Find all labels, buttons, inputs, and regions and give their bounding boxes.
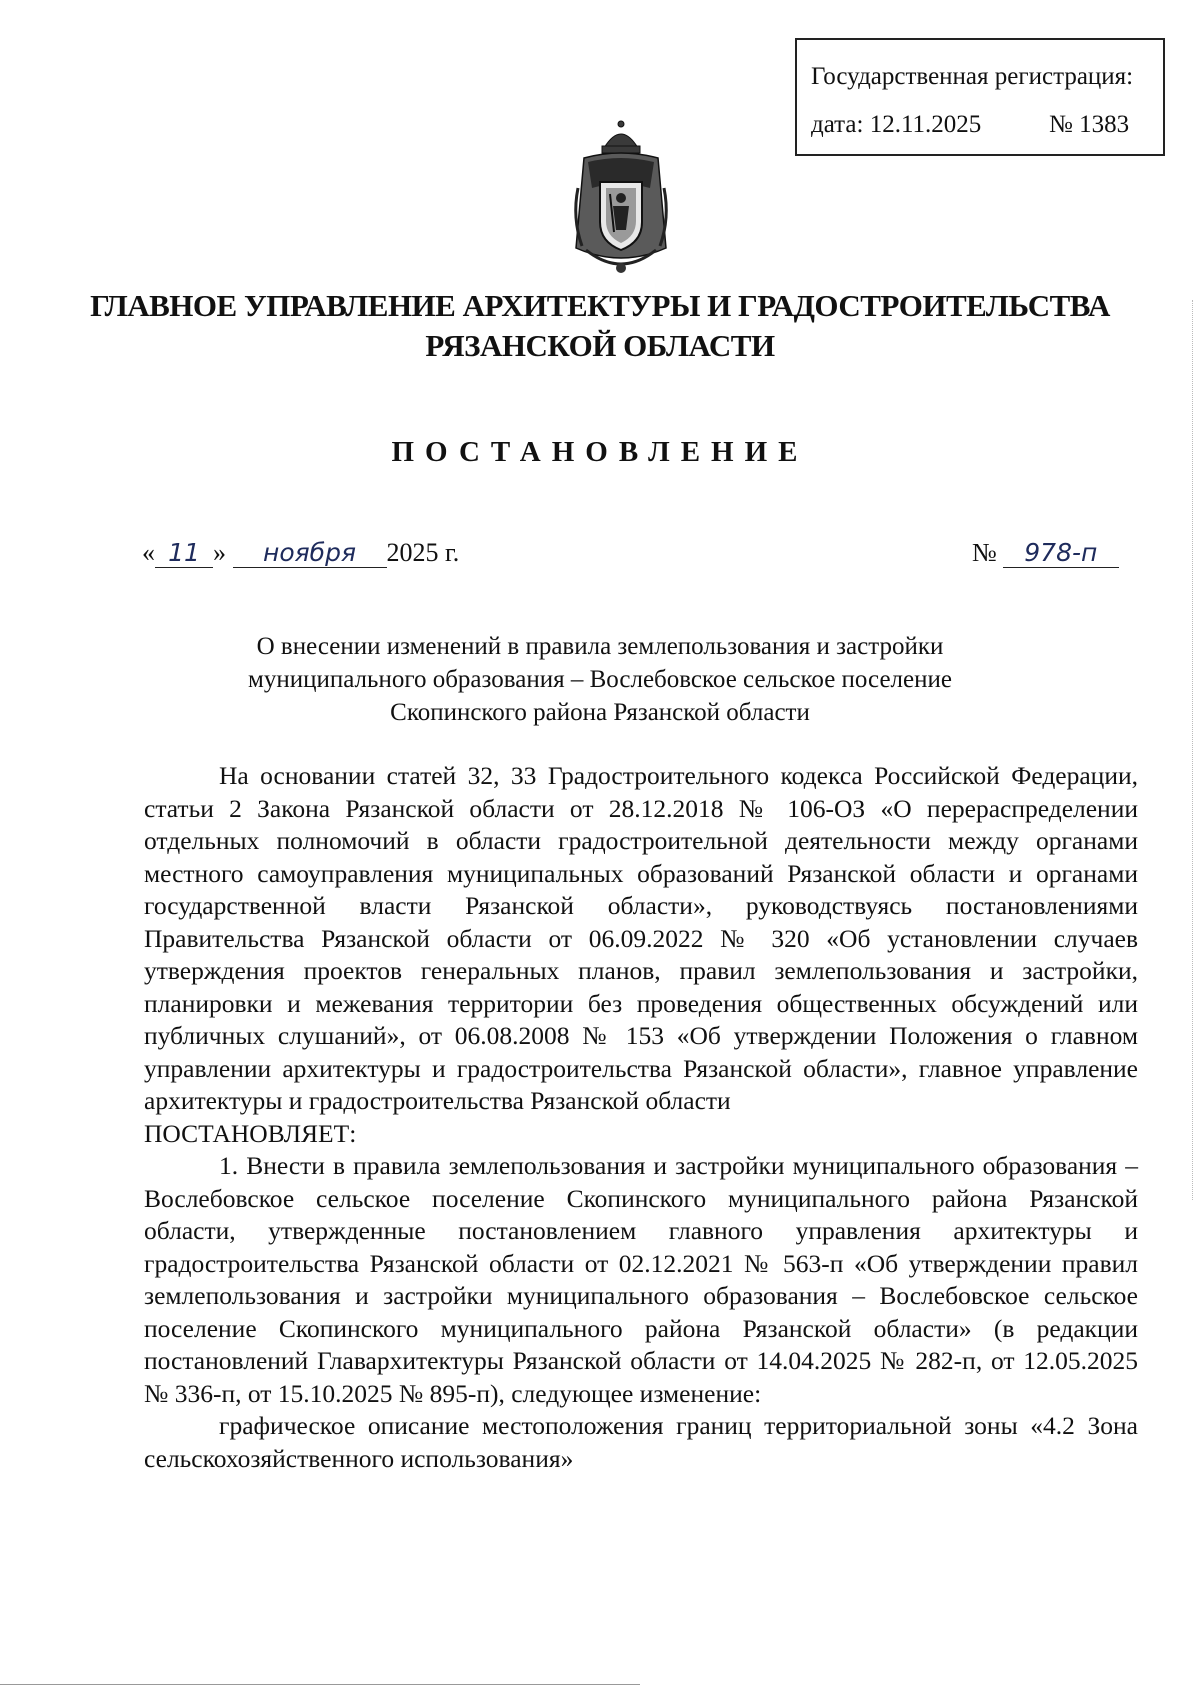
organization-line-2: РЯЗАНСКОЙ ОБЛАСТИ (425, 328, 775, 363)
clause-1-paragraph: 1. Внести в правила землепользования и застройки муниципального образования – Вослебовское сельское поселение Скопинского муниципального района Рязанской области, утвержденные постановлением главного управления архитектуры и градостроительства Рязанской области от 02.12.2021 № 563-п «Об утверждении правил землепользования и застройки муниципального образования – Вослебовское сельское поселение Скопинского муниципального района Рязанской области» (в редакции постановлений Главархитектуры Рязанской области от 14.04.2025 № 282-п, от 12.05.2025 № 336-п, от 15.10.2025 № 895-п), следующее изменение: (144, 1151, 1138, 1408)
number-handwritten: 978-п (1003, 539, 1119, 568)
title-line-2: муниципального образования – Вослебовское сельское поселение (248, 666, 952, 693)
ryazan-coat-of-arms-icon (566, 118, 676, 283)
registration-stamp (795, 38, 1165, 156)
registration-title: Государственная регистрация: (811, 63, 1134, 90)
date-day-handwritten: 11 (155, 539, 213, 568)
title-line-1: О внесении изменений в правила землепользования и застройки (256, 633, 944, 660)
organization-name (60, 286, 1140, 366)
document-title (100, 630, 1100, 729)
date-open-quote: « (142, 538, 155, 567)
document-number (972, 536, 1119, 570)
document-body (144, 760, 1138, 1475)
clause-1-continuation: графическое описание местоположения границ территориальной зоны «4.2 Зона сельскохозяйственного использования» (144, 1411, 1138, 1473)
title-line-3: Скопинского района Рязанской области (390, 699, 810, 726)
date-year: 2025 г. (386, 538, 460, 567)
registration-number: № 1383 (1049, 111, 1130, 138)
scan-edge-dots (1192, 300, 1195, 1200)
preamble-paragraph: На основании статей 32, 33 Градостроительного кодекса Российской Федерации, статьи 2 Закона Рязанской области от 28.12.2018 № 106-ОЗ «О перераспределении отдельных полномочий в области градостроительной деятельности между органами местного самоуправления муниципальных образований Рязанской области и органами государственной власти Рязанской области», руководствуясь постановлениями Правительства Рязанской области от 06.09.2022 № 320 «Об установлении случаев утверждения проектов генеральных планов, правил землепользования и застройки, планировки и межевания территории без проведения общественных обсуждений или публичных слушаний», от 06.08.2008 № 153 «Об утверждении Положения о главном управлении архитектуры и градостроительства Рязанской области», главное управление архитектуры и градостроительства Рязанской области (144, 761, 1138, 1115)
date-close-quote: » (213, 538, 226, 567)
organization-line-1: ГЛАВНОЕ УПРАВЛЕНИЕ АРХИТЕКТУРЫ И ГРАДОСТРОИТЕЛЬСТВА (90, 288, 1110, 323)
decree-word: ПОСТАНОВЛЯЕТ: (144, 1118, 357, 1148)
registration-date: дата: 12.11.2025 (811, 111, 982, 138)
document-date (142, 536, 459, 570)
document-type: ПОСТАНОВЛЕНИЕ (391, 436, 809, 468)
number-prefix: № (972, 538, 997, 567)
date-month-handwritten: ноября (233, 539, 387, 568)
scan-edge-line (0, 1684, 640, 1685)
